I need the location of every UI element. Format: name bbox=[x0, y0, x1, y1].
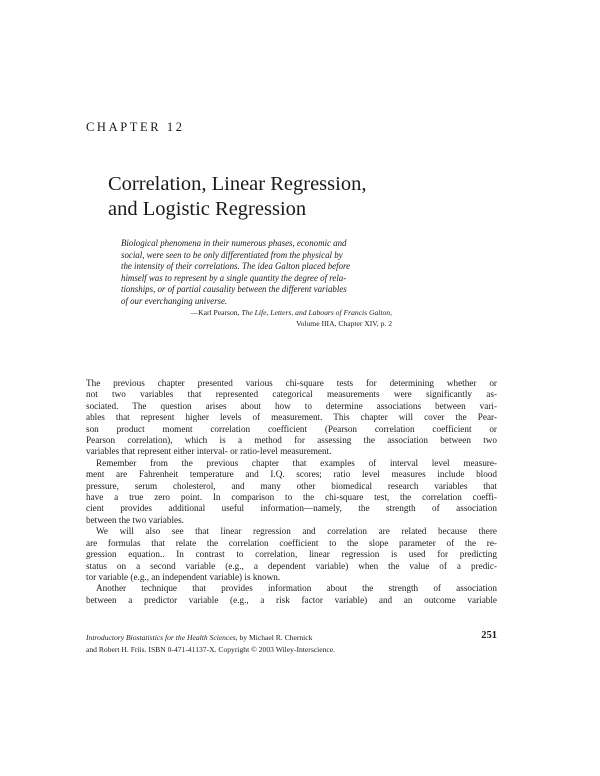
attribution-author: —Karl Pearson, bbox=[190, 308, 242, 317]
body-line: son product moment correlation coefficient (Pearson correlation coefficient or bbox=[86, 423, 497, 434]
epigraph-quote bbox=[121, 238, 393, 308]
body-line: Another technique that provides information about the strength of association bbox=[96, 583, 497, 594]
footer-line bbox=[86, 632, 497, 644]
epigraph-line: social, were seen to be only differentiated from the physical by bbox=[121, 249, 343, 260]
body-line: The previous chapter presented various chi-square tests for determining whether or bbox=[86, 378, 497, 388]
chapter-label: CHAPTER 12 bbox=[86, 120, 185, 134]
footer-authors: by Michael R. Chernick bbox=[237, 633, 313, 642]
body-line: Pearson correlation), which is a method for assessing the association between two bbox=[86, 435, 497, 446]
epigraph-attribution bbox=[191, 308, 392, 329]
body-line: not two variables that represented categorical measurements were significantly as- bbox=[86, 389, 497, 400]
body-line: We will also see that linear regression and correlation are related because there bbox=[96, 526, 497, 537]
body-line: variables that represent either interval- or ratio-level measurement. bbox=[86, 446, 332, 457]
epigraph-line: Biological phenomena in their numerous phases, economic and bbox=[121, 238, 347, 248]
epigraph-line: of our everchanging universe. bbox=[121, 295, 228, 306]
chapter-title-line: and Logistic Regression bbox=[108, 198, 307, 220]
attribution-work: The Life, Letters, and Labours of Francis Galton, bbox=[241, 308, 392, 317]
body-line: are formulas that relate the correlation coefficient to the slope parameter of the re- bbox=[86, 537, 497, 548]
epigraph-line: the intensity of their correlations. The idea Galton placed before bbox=[121, 261, 351, 272]
body-line: have a true zero point. In comparison to the chi-square test, the correlation coeffi- bbox=[86, 492, 497, 503]
body-line: cient provides additional useful information—namely, the strength of association bbox=[86, 503, 497, 514]
body-line: between a predictor variable (e.g., a risk factor variable) and an outcome variable bbox=[86, 594, 497, 605]
epigraph-line: himself was to represent by a single quantity the degree of rela- bbox=[121, 272, 347, 283]
copyright-footer bbox=[86, 632, 497, 656]
body-text bbox=[86, 378, 497, 606]
body-line: ables that represent higher levels of measurement. This chapter will cover the Pear- bbox=[86, 412, 497, 423]
attribution-location: Volume IIIA, Chapter XIV, p. 2 bbox=[296, 318, 392, 328]
attribution-line bbox=[191, 308, 392, 319]
body-line: Remember from the previous chapter that examples of interval level measure- bbox=[96, 457, 497, 468]
chapter-title-line: Correlation, Linear Regression, bbox=[108, 173, 367, 195]
body-line: pressure, serum cholesterol, and many other biomedical research variables that bbox=[86, 480, 497, 491]
body-line: sociated. The question arises about how to determine associations between vari- bbox=[86, 400, 497, 411]
page-number: 251 bbox=[481, 630, 497, 641]
body-line: tor variable (e.g., an independent variable) is known. bbox=[86, 571, 281, 582]
body-line: gression equation.. In contrast to correlation, linear regression is used for predicting bbox=[86, 549, 497, 560]
body-line: between the two variables. bbox=[86, 514, 184, 525]
chapter-title bbox=[108, 172, 528, 222]
epigraph-line: tionships, or of partial causality between the different variables bbox=[121, 284, 347, 295]
footer-book-title: Introductory Biostatistics for the Health Sciences, bbox=[86, 633, 238, 642]
body-line: status on a second variable (e.g., a dependent variable) when the value of a predic- bbox=[86, 560, 497, 571]
footer-copyright: and Robert H. Friis. ISBN 0-471-41137-X. Copyright © 2003 Wiley-Interscience. bbox=[86, 645, 336, 654]
body-line: ment are Fahrenheit temperature and I.Q. scores; ratio level measures include blood bbox=[86, 469, 497, 480]
